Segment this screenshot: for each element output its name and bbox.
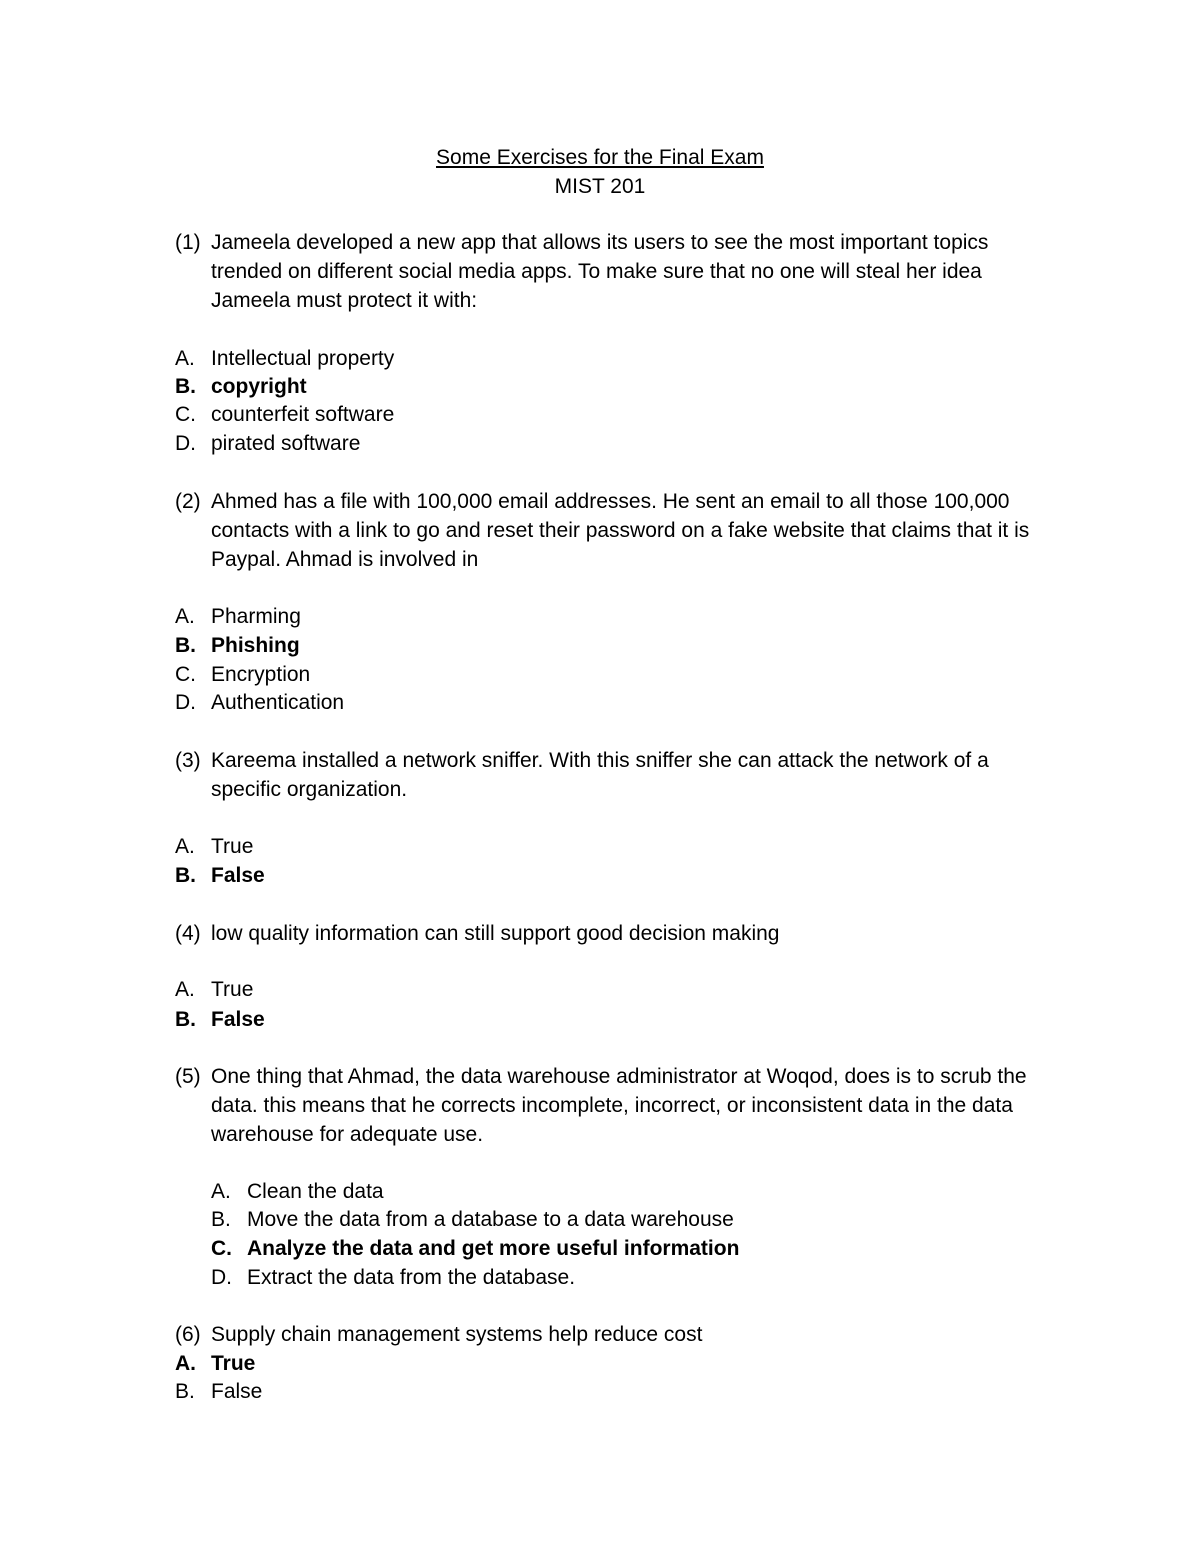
question-number: (5) xyxy=(175,1065,201,1088)
question-text-line: Kareema installed a network sniffer. With this sniffer she can attack the network of a xyxy=(211,749,989,772)
question-text-line: Jameela developed a new app that allows its users to see the most important topics xyxy=(211,231,989,254)
question-text-line: Ahmed has a file with 100,000 email addresses. He sent an email to all those 100,000 xyxy=(211,490,1010,513)
option-b: B. copyright xyxy=(175,375,307,398)
option-c: C. Analyze the data and get more useful information xyxy=(211,1237,740,1260)
option-b: B. Move the data from a database to a data warehouse xyxy=(211,1208,734,1231)
course-code: MIST 201 xyxy=(554,175,646,198)
option-d: D. pirated software xyxy=(175,432,361,455)
question-text xyxy=(211,228,1091,316)
option-a: A. Intellectual property xyxy=(175,347,395,370)
question-text-line: low quality information can still support good decision making xyxy=(211,922,780,945)
question-text-line: One thing that Ahmad, the data warehouse administrator at Woqod, does is to scrub the xyxy=(211,1065,1027,1088)
question-number: (3) xyxy=(175,749,201,772)
question-text xyxy=(211,487,1111,575)
option-b: B. False xyxy=(175,1380,263,1403)
question-text-line: Jameela must protect it with: xyxy=(211,289,478,313)
document-title: Some Exercises for the Final Exam xyxy=(436,146,764,169)
question-text-line: Paypal. Ahmad is involved in xyxy=(211,548,479,572)
question-text-line: trended on different social media apps. To make sure that no one will steal her idea xyxy=(211,260,982,284)
option-c: C. counterfeit software xyxy=(175,403,395,426)
option-b: B. False xyxy=(175,864,265,887)
option-b: B. False xyxy=(175,1008,265,1031)
question-number: (4) xyxy=(175,922,201,945)
question-text-line: data. this means that he corrects incomplete, incorrect, or inconsistent data in the data xyxy=(211,1094,1013,1118)
option-a: A. True xyxy=(175,1352,256,1375)
question-number: (6) xyxy=(175,1323,201,1346)
question-text-line: Supply chain management systems help reduce cost xyxy=(211,1323,703,1346)
question-text xyxy=(211,1320,1091,1349)
question-text xyxy=(211,919,1091,948)
option-d: D. Authentication xyxy=(175,691,345,714)
question-text xyxy=(211,746,1091,804)
option-c: C. Encryption xyxy=(175,663,311,686)
option-d: D. Extract the data from the database. xyxy=(211,1266,576,1289)
question-text-line: warehouse for adequate use. xyxy=(211,1123,484,1147)
question-text-line: specific organization. xyxy=(211,778,408,802)
option-a: A. Pharming xyxy=(175,605,301,628)
question-number: (1) xyxy=(175,231,201,254)
option-a: A. True xyxy=(175,978,254,1001)
question-text-line: contacts with a link to go and reset their password on a fake website that claims that it is xyxy=(211,519,1030,543)
option-a: A. True xyxy=(175,835,254,858)
option-b: B. Phishing xyxy=(175,634,300,657)
option-a: A. Clean the data xyxy=(211,1180,384,1203)
question-number: (2) xyxy=(175,490,201,513)
question-text xyxy=(211,1062,1091,1150)
